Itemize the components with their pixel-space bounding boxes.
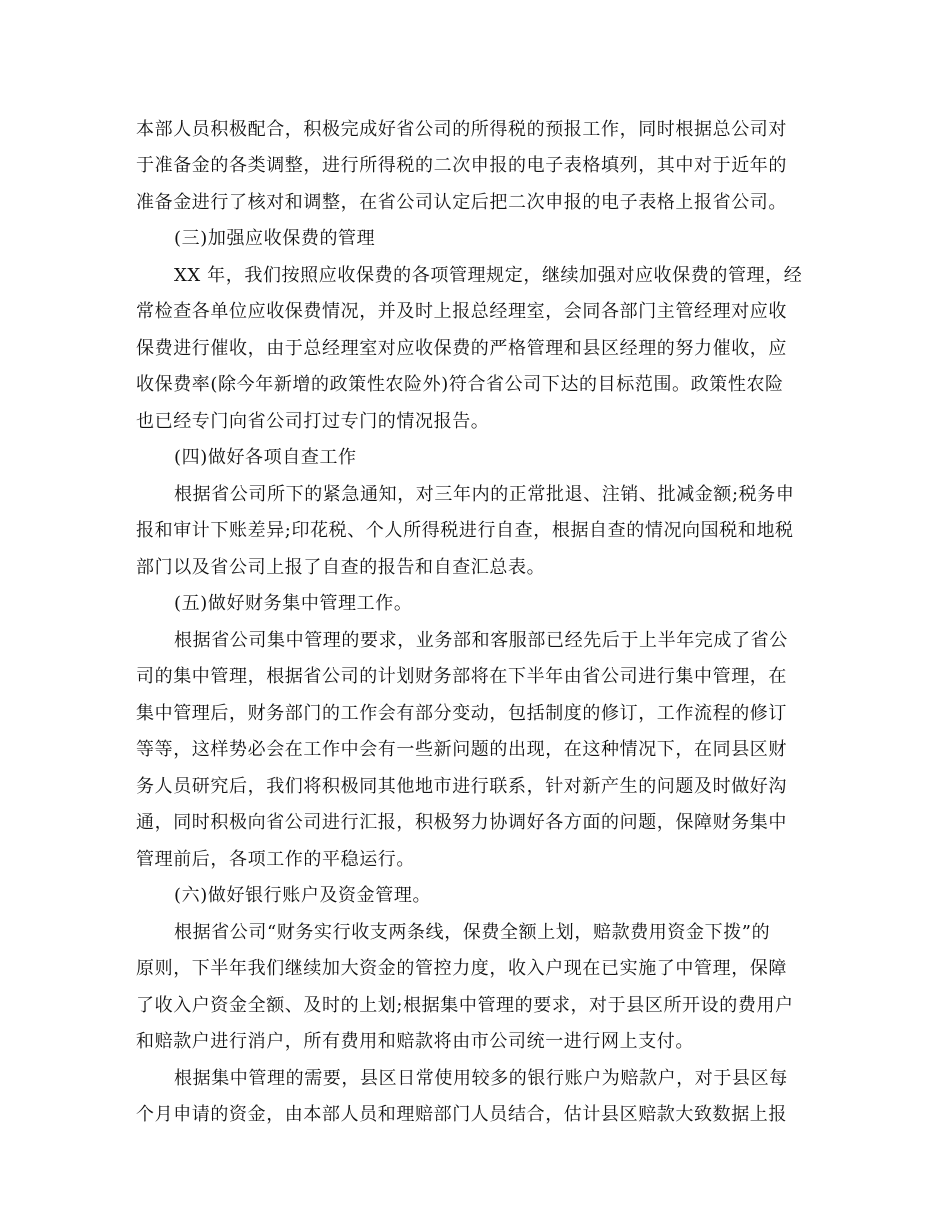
text-line: 务人员研究后，我们将积极同其他地市进行联系，针对新产生的问题及时做好沟 <box>136 776 787 797</box>
text-line: XX 年，我们按照应收保费的各项管理规定，继续加强对应收保费的管理，经 <box>174 265 803 286</box>
text-line: 于准备金的各类调整，进行所得税的二次申报的电子表格填列，其中对于近年的 <box>136 155 787 176</box>
text-line: 部门以及省公司上报了自查的报告和自查汇总表。 <box>136 557 546 578</box>
text-line: 司的集中管理，根据省公司的计划财务部将在下半年由省公司进行集中管理，在 <box>136 666 787 687</box>
section-heading: (五)做好财务集中管理工作。 <box>174 593 413 614</box>
text-line: 本部人员积极配合，积极完成好省公司的所得税的预报工作，同时根据总公司对 <box>136 119 787 140</box>
text-line: 根据省公司“财务实行收支两条线，保费全额上划，赔款费用资金下拨”的 <box>174 922 771 943</box>
text-line: 根据集中管理的需要，县区日常使用较多的银行账户为赔款户，对于县区每 <box>174 1068 788 1089</box>
text-line: 集中管理后，财务部门的工作会有部分变动，包括制度的修订，工作流程的修订 <box>136 703 787 724</box>
section-heading: (四)做好各项自查工作 <box>174 447 357 468</box>
section-heading: (六)做好银行账户及资金管理。 <box>174 885 432 906</box>
text-line: 报和审计下账差异;印花税、个人所得税进行自查，根据自查的情况向国税和地税 <box>136 520 794 541</box>
text-line: 管理前后，各项工作的平稳运行。 <box>136 849 415 870</box>
text-line: 等等，这样势必会在工作中会有一些新问题的出现，在这种情况下，在同县区财 <box>136 739 787 760</box>
text-line: 根据省公司所下的紧急通知，对三年内的正常批退、注销、批减金额;税务申 <box>174 484 795 505</box>
text-line: 保费进行催收，由于总经理室对应收保费的严格管理和县区经理的努力催收，应 <box>136 338 787 359</box>
text-line: 根据省公司集中管理的要求，业务部和客服部已经先后于上半年完成了省公 <box>174 630 788 651</box>
text-line: 也已经专门向省公司打过专门的情况报告。 <box>136 411 490 432</box>
text-line: 个月申请的资金，由本部人员和理赔部门人员结合，估计县区赔款大致数据上报 <box>136 1104 787 1125</box>
text-line: 和赔款户进行消户，所有费用和赔款将由市公司统一进行网上支付。 <box>136 1031 694 1052</box>
text-line: 了收入户资金全额、及时的上划;根据集中管理的要求，对于县区所开设的费用户 <box>136 995 794 1016</box>
text-line: 原则，下半年我们继续加大资金的管控力度，收入户现在已实施了中管理，保障 <box>136 958 787 979</box>
text-line: 常检查各单位应收保费情况，并及时上报总经理室，会同各部门主管经理对应收 <box>136 301 787 322</box>
text-line: 通，同时积极向省公司进行汇报，积极努力协调好各方面的问题，保障财务集中 <box>136 812 787 833</box>
section-heading: (三)加强应收保费的管理 <box>174 228 376 249</box>
text-line: 准备金进行了核对和调整，在省公司认定后把二次申报的电子表格上报省公司。 <box>136 192 787 213</box>
text-line: 收保费率(除今年新增的政策性农险外)符合省公司下达的目标范围。政策性农险 <box>136 374 784 395</box>
